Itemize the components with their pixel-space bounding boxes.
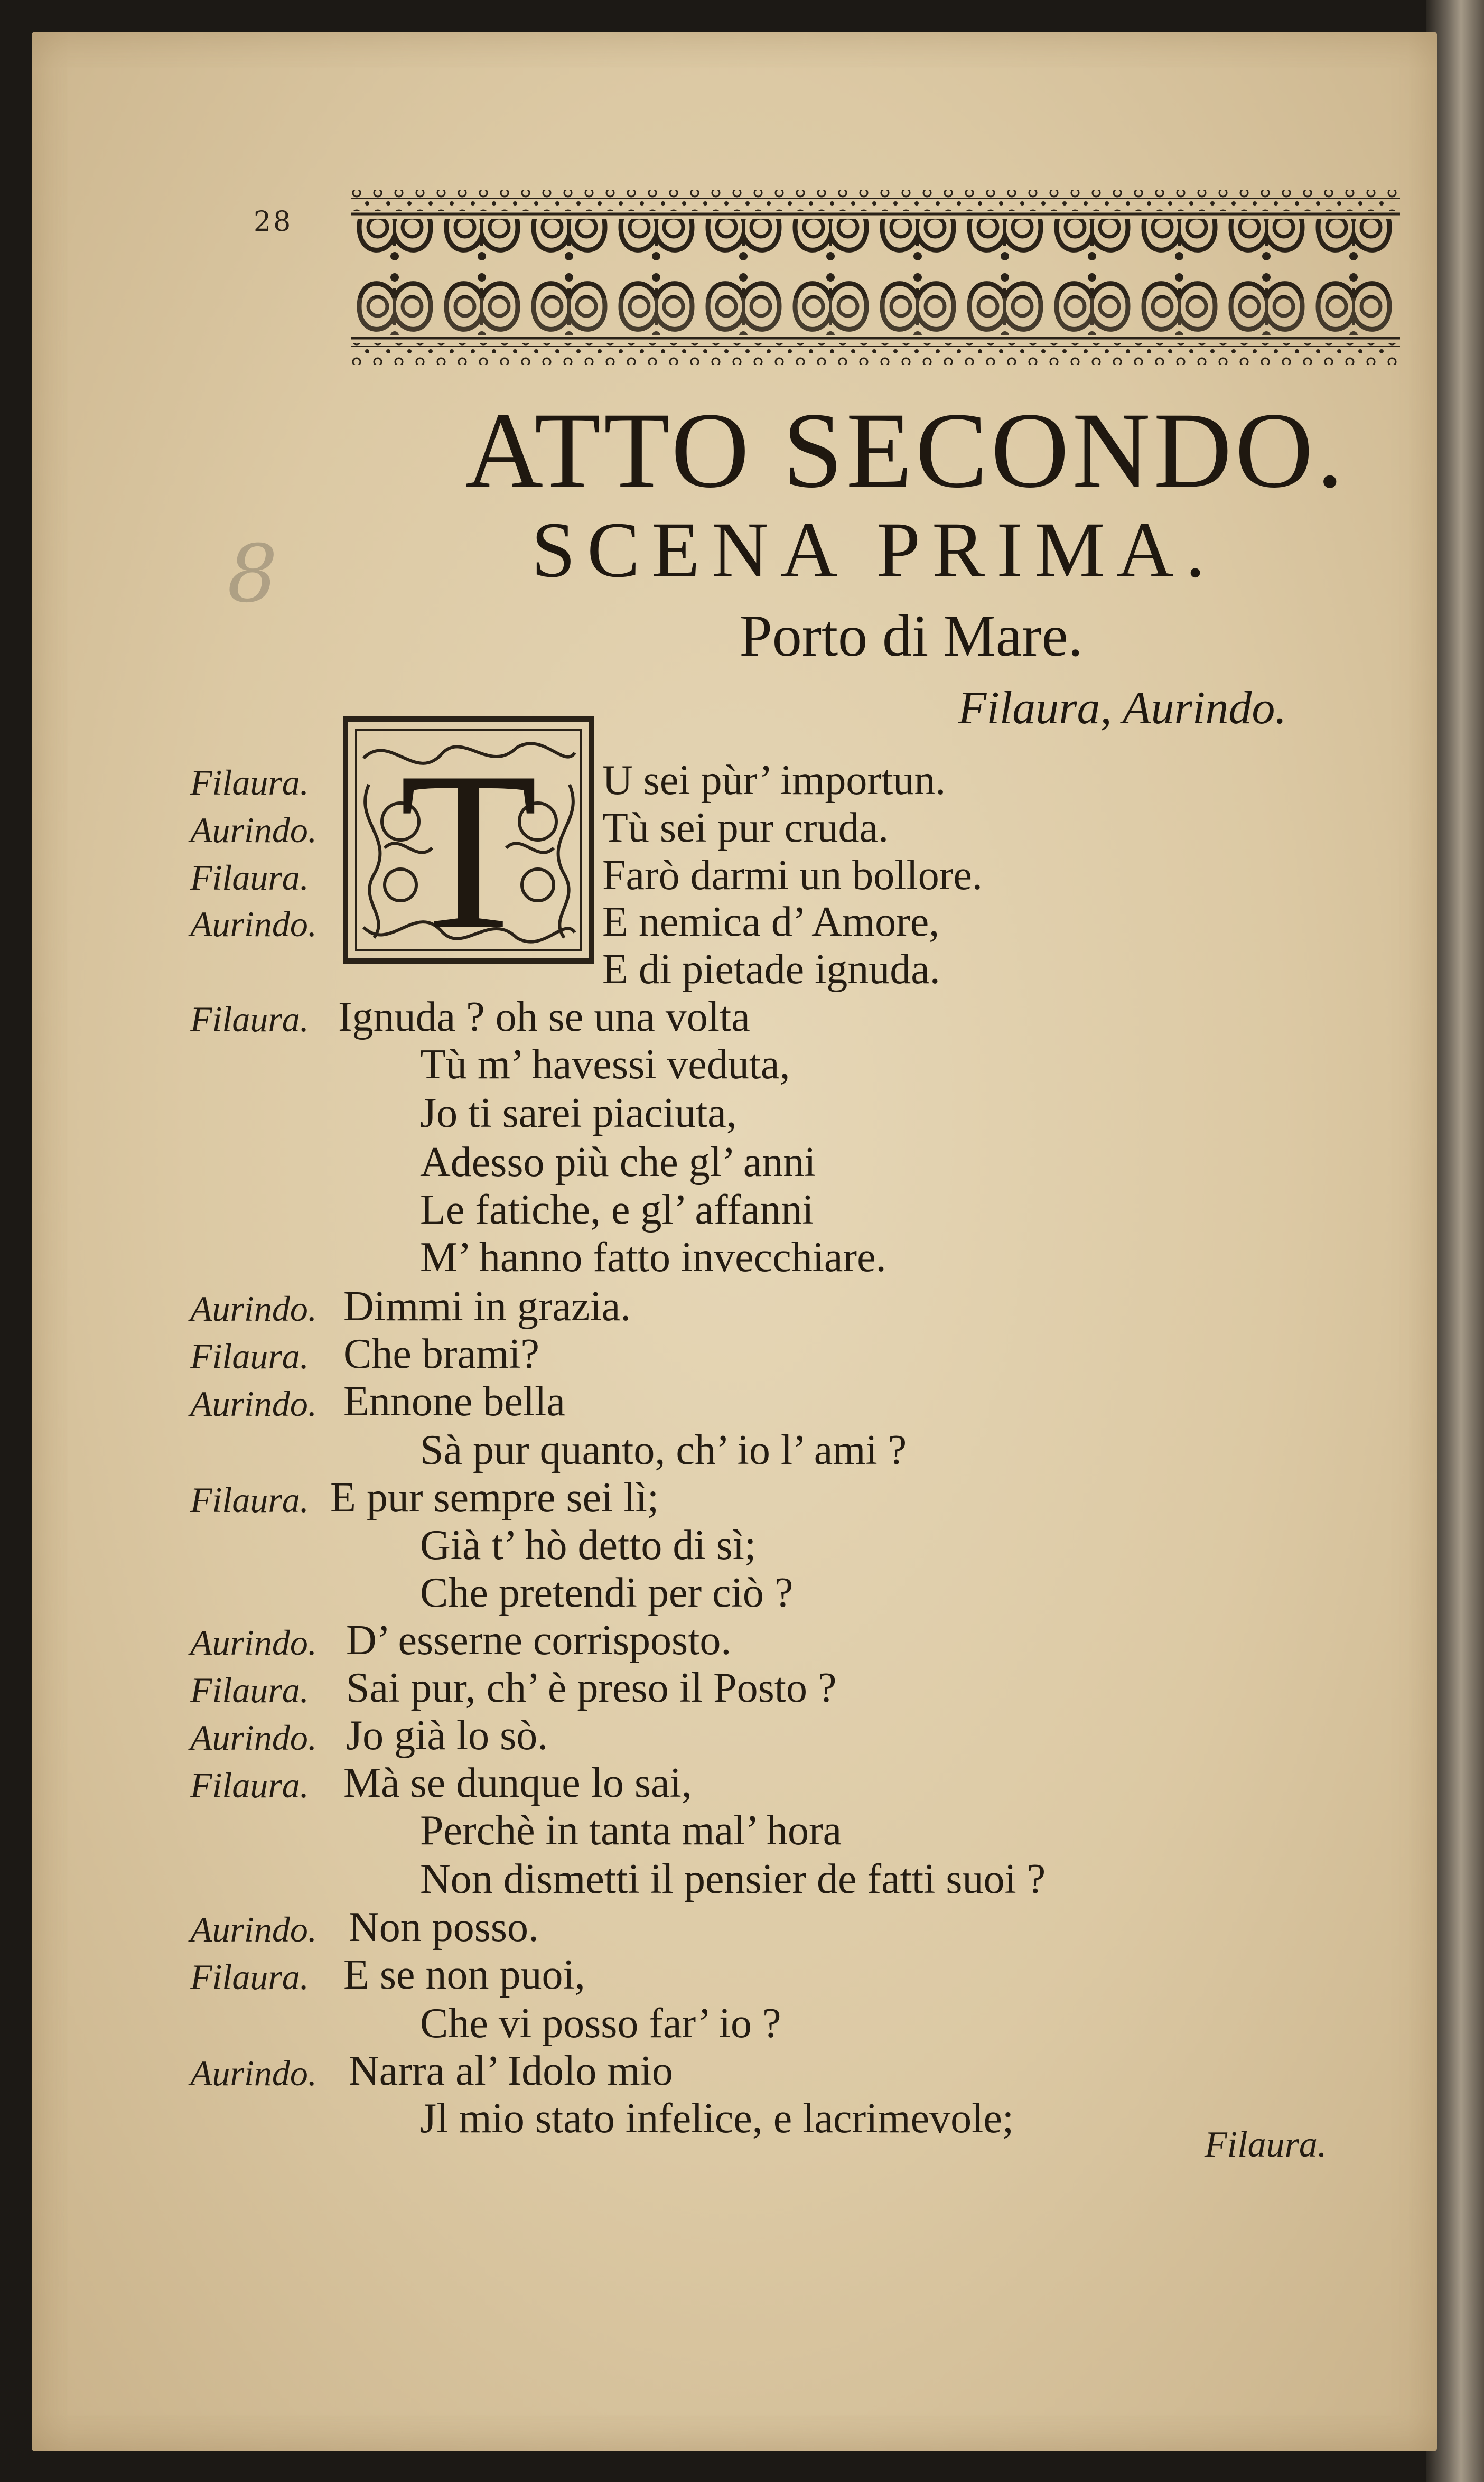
dialogue-line: E di pietade ignuda. <box>602 946 940 993</box>
dialogue-line: Sai pur, ch’ è preso il Posto ? <box>346 1665 837 1711</box>
dialogue-line: Che vi posso far’ io ? <box>420 2000 781 2047</box>
speaker-label: Aurindo. <box>190 2053 317 2093</box>
dialogue-line: Che brami? <box>343 1331 539 1377</box>
dialogue-line: Non dismetti il pensier de fatti suoi ? <box>420 1856 1046 1902</box>
page-number: 28 <box>254 206 293 238</box>
decorated-initial <box>342 716 595 964</box>
dialogue-line: Adesso più che gl’ anni <box>420 1139 816 1186</box>
dialogue-line: Tù m’ havessi veduta, <box>420 1041 790 1088</box>
speaker-label: Filaura. <box>190 857 309 898</box>
dialogue-line: Sà pur quanto, ch’ io l’ ami ? <box>420 1427 907 1473</box>
scene-characters: Filaura, Aurindo. <box>958 683 1287 734</box>
speaker-label: Aurindo. <box>190 1718 317 1758</box>
dialogue-line: Mà se dunque lo sai, <box>343 1760 692 1806</box>
dialogue-line: Jo ti sarei piaciuta, <box>420 1090 737 1136</box>
dialogue-line: Che pretendi per ciò ? <box>420 1570 794 1616</box>
act-title: ATTO SECONDO. <box>465 390 1347 510</box>
dialogue-line: Ennone bella <box>343 1378 565 1425</box>
speaker-label: Filaura. <box>190 1480 309 1520</box>
speaker-label: Filaura. <box>190 999 309 1039</box>
ornament-band <box>351 188 1400 370</box>
dropcap-letter: T <box>399 725 538 964</box>
dialogue-line: E se non puoi, <box>343 1952 585 1998</box>
dialogue-line: Jo già lo sò. <box>346 1712 548 1759</box>
speaker-label: Aurindo. <box>190 810 317 850</box>
dialogue-line: Già t’ hò detto di sì; <box>420 1522 757 1569</box>
dialogue-line: Farò darmi un bollore. <box>602 852 983 899</box>
speaker-label: Aurindo. <box>190 1622 317 1663</box>
dialogue-line: M’ hanno fatto invecchiare. <box>420 1234 886 1281</box>
catchword: Filaura. <box>1205 2124 1327 2165</box>
speaker-label: Aurindo. <box>190 904 317 944</box>
dialogue-line: Narra al’ Idolo mio <box>349 2048 673 2094</box>
dialogue-line: Perchè in tanta mal’ hora <box>420 1807 842 1854</box>
scene-title: SCENA PRIMA. <box>531 506 1217 594</box>
scene-location: Porto di Mare. <box>739 603 1083 669</box>
speaker-label: Aurindo. <box>190 1384 317 1424</box>
dialogue-line: Tù sei pur cruda. <box>602 805 889 851</box>
speaker-label: Filaura. <box>190 1957 309 1997</box>
speaker-label: Aurindo. <box>190 1909 317 1949</box>
dialogue-line: Ignuda ? oh se una volta <box>338 994 750 1040</box>
speaker-label: Filaura. <box>190 1765 309 1805</box>
pencil-annotation: 8 <box>227 528 278 620</box>
dialogue-line: E nemica d’ Amore, <box>602 899 940 945</box>
dialogue-line: Non posso. <box>349 1904 539 1951</box>
dialogue-line: U sei pùr’ importun. <box>602 757 946 804</box>
dialogue-line: Dimmi in grazia. <box>343 1283 631 1330</box>
speaker-label: Aurindo. <box>190 1289 317 1329</box>
speaker-label: Filaura. <box>190 762 309 803</box>
speaker-label: Filaura. <box>190 1670 309 1710</box>
dialogue-line: D’ esserne corrisposto. <box>346 1617 732 1664</box>
dialogue-line: Jl mio stato infelice, e lacrimevole; <box>420 2095 1014 2142</box>
speaker-label: Filaura. <box>190 1336 309 1376</box>
dialogue-line: Le fatiche, e gl’ affanni <box>420 1187 814 1233</box>
dialogue-line: E pur sempre sei lì; <box>330 1475 659 1521</box>
